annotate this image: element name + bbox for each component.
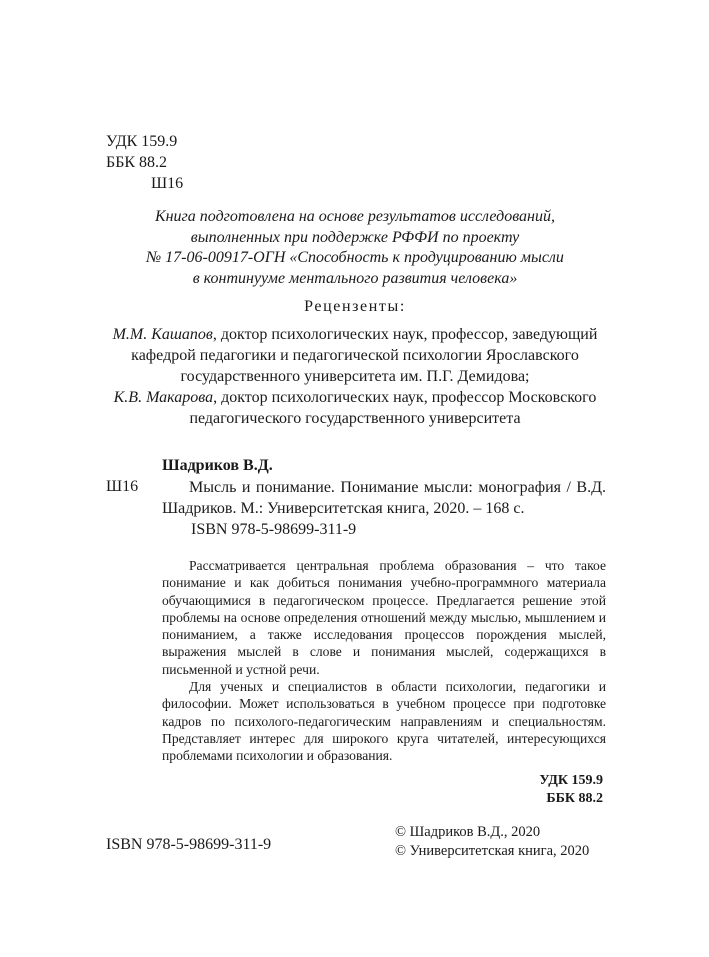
- annotation-paragraph: Рассматривается центральная проблема образования – что такое понимание и как добиться понимания учебно-программного материала обучающимися в педагогическом процессе. Предлагается решение этой проблемы на основе определения отношений между мыслью, мышлением и пониманием, а также исследования процессов порождения мыслей, выражения мыслей в слове и понимания мыслей, содержащихся в письменной и устной речи.: [162, 558, 606, 677]
- reviewer-entry: [80, 387, 630, 429]
- udk-code: УДК 159.9: [106, 133, 178, 150]
- reviewer-name: К.В. Макарова: [113, 389, 214, 406]
- bbk-code: ББК 88.2: [106, 154, 168, 171]
- bottom-udk: УДК 159.9: [539, 773, 603, 788]
- reviewer-name: М.М. Кашапов: [112, 326, 213, 343]
- classification-codes: [106, 131, 183, 194]
- reviewer-entry: [80, 324, 630, 387]
- grant-note-line: № 17-06-00917-ОГН «Способность к продуцированию мысли: [146, 249, 564, 266]
- grant-note-line: выполненных при поддержке РФФИ по проекту: [190, 228, 520, 246]
- copyright-author: © Шадриков В.Д., 2020: [395, 824, 541, 840]
- annotation: [162, 557, 606, 765]
- copyright-publisher: © Университетская книга, 2020: [395, 843, 590, 859]
- reviewers-title: Рецензенты:: [304, 298, 406, 315]
- bottom-bbk: ББК 88.2: [546, 791, 603, 806]
- grant-note-line: в континууме ментального развития человека»: [192, 269, 518, 287]
- grant-note-line: Книга подготовлена на основе результатов исследований,: [154, 208, 555, 225]
- footer-isbn: ISBN 978-5-98699-311-9: [106, 836, 272, 853]
- catalog-citation: Мысль и понимание. Понимание мысли: монография / В.Д. Шадриков. М.: Университетская книга, 2020. – 168 с.: [162, 479, 606, 517]
- grant-note: [90, 207, 620, 289]
- catalog-isbn: ISBN 978-5-98699-311-9: [191, 521, 357, 538]
- author-mark: Ш16: [151, 175, 184, 192]
- catalog-code: Ш16: [106, 478, 139, 495]
- catalog-author: Шадриков В.Д.: [162, 457, 273, 474]
- reviewer-details: , доктор психологических наук, профессор, заведующий кафедрой педагогики и педагогической психологии Ярославского государственного университета им. П.Г. Демидова;: [131, 326, 598, 385]
- copyright-block: [395, 823, 589, 861]
- reviewer-details: , доктор психологических наук, профессор Московского педагогического государственного университета: [189, 389, 597, 427]
- reviewers-list: [80, 324, 630, 429]
- bottom-codes: [539, 772, 603, 808]
- annotation-paragraph: Для ученых и специалистов в области психологии, педагогики и философии. Может использоваться в учебном процессе при подготовке кадров по психолого-педагогическим направлениям и специальностям. Представляет интерес для широкого круга читателей, интересующихся проблемами психологии и образования.: [162, 679, 606, 764]
